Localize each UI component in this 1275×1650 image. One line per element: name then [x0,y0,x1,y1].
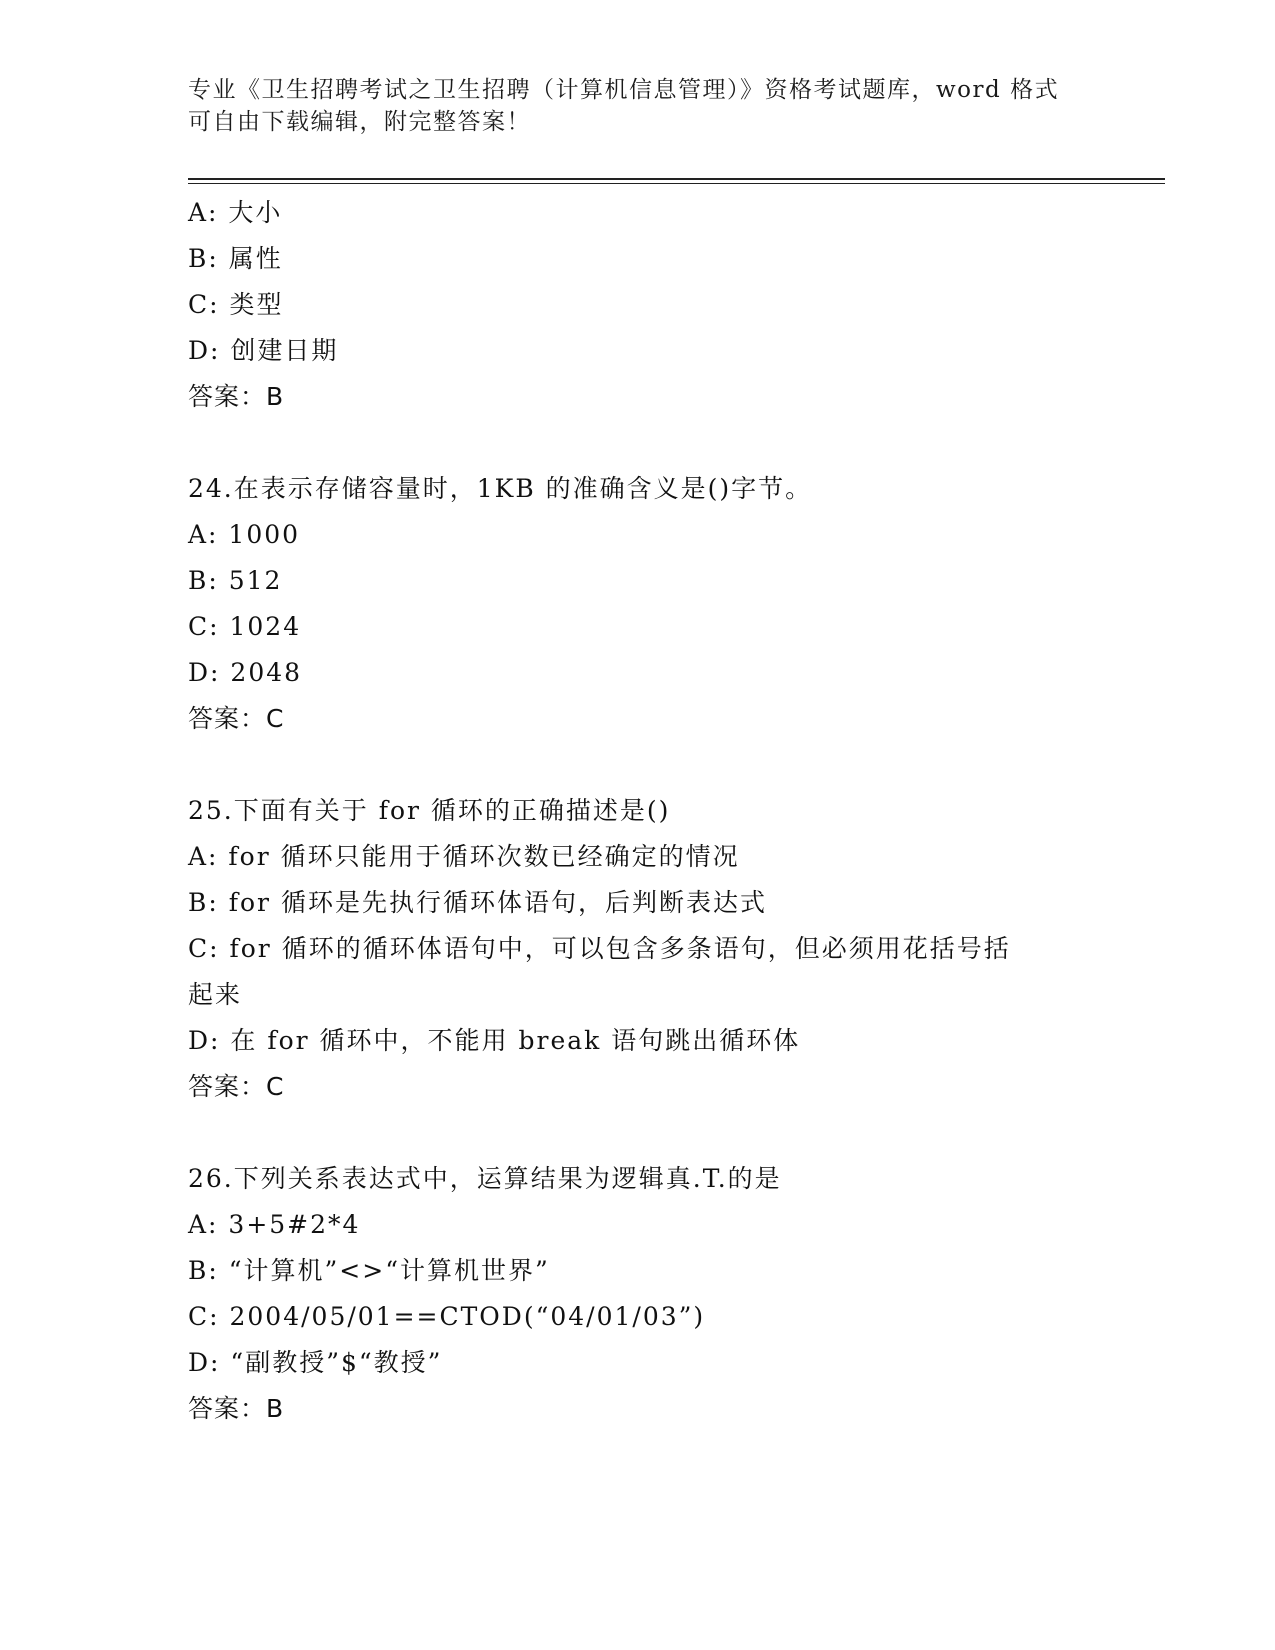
header-divider-thin [188,183,1165,184]
answer: 答案：B [188,382,285,411]
option-a: A: 3+5#2*4 [188,1210,361,1239]
option-d: D: 2048 [188,658,303,687]
answer: 答案：B [188,1394,285,1423]
answer: 答案：C [188,1072,285,1101]
question-text: 26.下列关系表达式中，运算结果为逻辑真.T.的是 [188,1164,782,1193]
question-text: 24.在表示存储容量时，1KB 的准确含义是()字节。 [188,474,813,503]
answer: 答案：C [188,704,285,733]
option-b: B: 属性 [188,244,283,273]
option-c: C: for 循环的循环体语句中，可以包含多条语句，但必须用花括号括 [188,934,1011,963]
option-c: C: 类型 [188,290,284,319]
option-d: D: “副教授”$“教授” [188,1348,443,1377]
option-b: B: for 循环是先执行循环体语句，后判断表达式 [188,888,767,917]
document-header [188,74,1088,138]
option-a: A: 1000 [188,520,301,549]
question-text: 25.下面有关于 for 循环的正确描述是() [188,796,671,825]
question-24 [188,466,1088,742]
option-a: A: 大小 [188,198,283,227]
option-b: B: 512 [188,566,283,595]
header-divider-thick [188,178,1165,180]
question-23 [188,190,1088,420]
header-line-1: 专业《卫生招聘考试之卫生招聘（计算机信息管理）》资格考试题库，word 格式 [188,77,1060,103]
option-d: D: 创建日期 [188,336,339,365]
option-c-continued: 起来 [188,980,243,1009]
question-26 [188,1156,1088,1432]
option-a: A: for 循环只能用于循环次数已经确定的情况 [188,842,740,871]
header-line-2: 可自由下载编辑，附完整答案！ [188,109,531,135]
question-25 [188,788,1088,1110]
option-b: B: “计算机”<>“计算机世界” [188,1256,550,1285]
option-d: D: 在 for 循环中，不能用 break 语句跳出循环体 [188,1026,801,1055]
option-c: C: 2004/05/01==CTOD(“04/01/03”) [188,1302,706,1331]
option-c: C: 1024 [188,612,302,641]
question-list [188,190,1088,1432]
